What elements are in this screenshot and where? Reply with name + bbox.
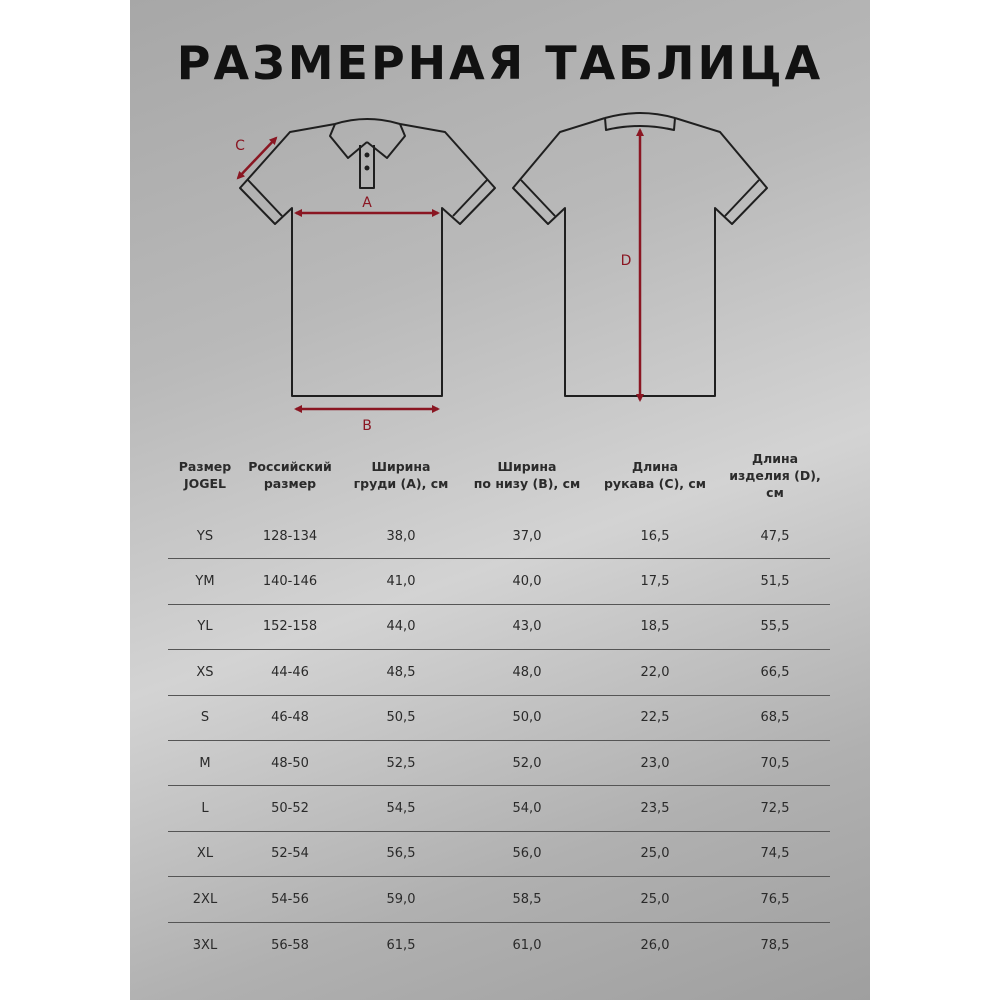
table-header-row	[168, 452, 830, 498]
cell-russian-size: 50-52	[271, 801, 309, 817]
cell-chest: 54,5	[386, 801, 416, 817]
cell-chest: 61,5	[386, 937, 416, 953]
cell-sleeve: 17,5	[640, 574, 670, 590]
table-row	[168, 741, 830, 786]
cell-russian-size: 140-146	[262, 574, 318, 590]
table-row	[168, 605, 830, 650]
cell-russian-size: 56-58	[271, 937, 309, 953]
cell-length: 51,5	[760, 574, 790, 590]
header-size-jogel: Размер JOGEL	[178, 459, 232, 491]
cell-size: 2XL	[192, 891, 218, 907]
table-row	[168, 514, 830, 559]
cell-length: 76,5	[760, 891, 790, 907]
table-row	[168, 696, 830, 741]
table-body	[168, 514, 830, 968]
cell-bottom: 37,0	[512, 528, 542, 544]
cell-length: 66,5	[760, 664, 790, 680]
cell-length: 78,5	[760, 937, 790, 953]
cell-bottom: 56,0	[512, 846, 542, 862]
table-row	[168, 786, 830, 831]
table-row	[168, 877, 830, 922]
cell-russian-size: 52-54	[271, 846, 309, 862]
cell-size: M	[199, 755, 211, 771]
cell-sleeve: 23,5	[640, 801, 670, 817]
header-sleeve-length: Длина рукава (С), см	[603, 459, 707, 491]
cell-chest: 59,0	[386, 891, 416, 907]
cell-russian-size: 48-50	[271, 755, 309, 771]
cell-chest: 56,5	[386, 846, 416, 862]
front-shirt-outline	[240, 119, 495, 396]
cell-length: 68,5	[760, 710, 790, 726]
size-table	[168, 450, 830, 953]
cell-russian-size: 54-56	[271, 891, 309, 907]
cell-bottom: 50,0	[512, 710, 542, 726]
cell-chest: 44,0	[386, 619, 416, 635]
cell-length: 70,5	[760, 755, 790, 771]
cell-chest: 50,5	[386, 710, 416, 726]
cell-russian-size: 128-134	[262, 528, 318, 544]
button-dot	[365, 153, 370, 158]
cell-sleeve: 25,0	[640, 846, 670, 862]
cell-bottom: 52,0	[512, 755, 542, 771]
cell-bottom: 54,0	[512, 801, 542, 817]
cell-russian-size: 46-48	[271, 710, 309, 726]
size-chart-card	[130, 0, 870, 1000]
table-row	[168, 559, 830, 604]
table-row	[168, 832, 830, 877]
table-row	[168, 650, 830, 695]
measure-c-label: C	[235, 138, 245, 154]
shirt-diagrams	[130, 0, 870, 450]
cell-bottom: 43,0	[512, 619, 542, 635]
cell-russian-size: 152-158	[262, 619, 318, 635]
page-title: РАЗМЕРНАЯ ТАБЛИЦА	[176, 36, 824, 90]
cell-sleeve: 16,5	[640, 528, 670, 544]
cell-size: L	[201, 801, 209, 817]
cell-length: 74,5	[760, 846, 790, 862]
table-row	[168, 923, 830, 968]
measure-a-label: A	[362, 195, 372, 211]
header-chest-width: Ширина груди (А), см	[353, 459, 449, 491]
cell-length: 55,5	[760, 619, 790, 635]
cell-bottom: 40,0	[512, 574, 542, 590]
cell-sleeve: 22,5	[640, 710, 670, 726]
cell-sleeve: 18,5	[640, 619, 670, 635]
button-dot	[365, 166, 370, 171]
cell-chest: 48,5	[386, 664, 416, 680]
header-bottom-width: Ширина по низу (В), см	[473, 459, 581, 491]
cell-sleeve: 25,0	[640, 891, 670, 907]
cell-sleeve: 22,0	[640, 664, 670, 680]
cell-sleeve: 23,0	[640, 755, 670, 771]
cell-length: 47,5	[760, 528, 790, 544]
cell-size: XS	[196, 664, 214, 680]
header-item-length: Длина изделия (D), см	[729, 450, 821, 500]
header-russian-size: Российский размер	[248, 459, 332, 491]
cell-sleeve: 26,0	[640, 937, 670, 953]
measure-d-label: D	[620, 253, 632, 269]
cell-bottom: 61,0	[512, 937, 542, 953]
cell-size: S	[200, 710, 210, 726]
cell-size: YS	[196, 528, 214, 544]
cell-size: XL	[196, 846, 214, 862]
cell-length: 72,5	[760, 801, 790, 817]
cell-chest: 38,0	[386, 528, 416, 544]
cell-chest: 41,0	[386, 574, 416, 590]
measure-b-label: B	[362, 418, 372, 434]
cell-size: 3XL	[192, 937, 218, 953]
cell-bottom: 48,0	[512, 664, 542, 680]
cell-size: YL	[197, 619, 213, 635]
cell-bottom: 58,5	[512, 891, 542, 907]
cell-size: YM	[195, 574, 215, 590]
cell-chest: 52,5	[386, 755, 416, 771]
cell-russian-size: 44-46	[271, 664, 309, 680]
